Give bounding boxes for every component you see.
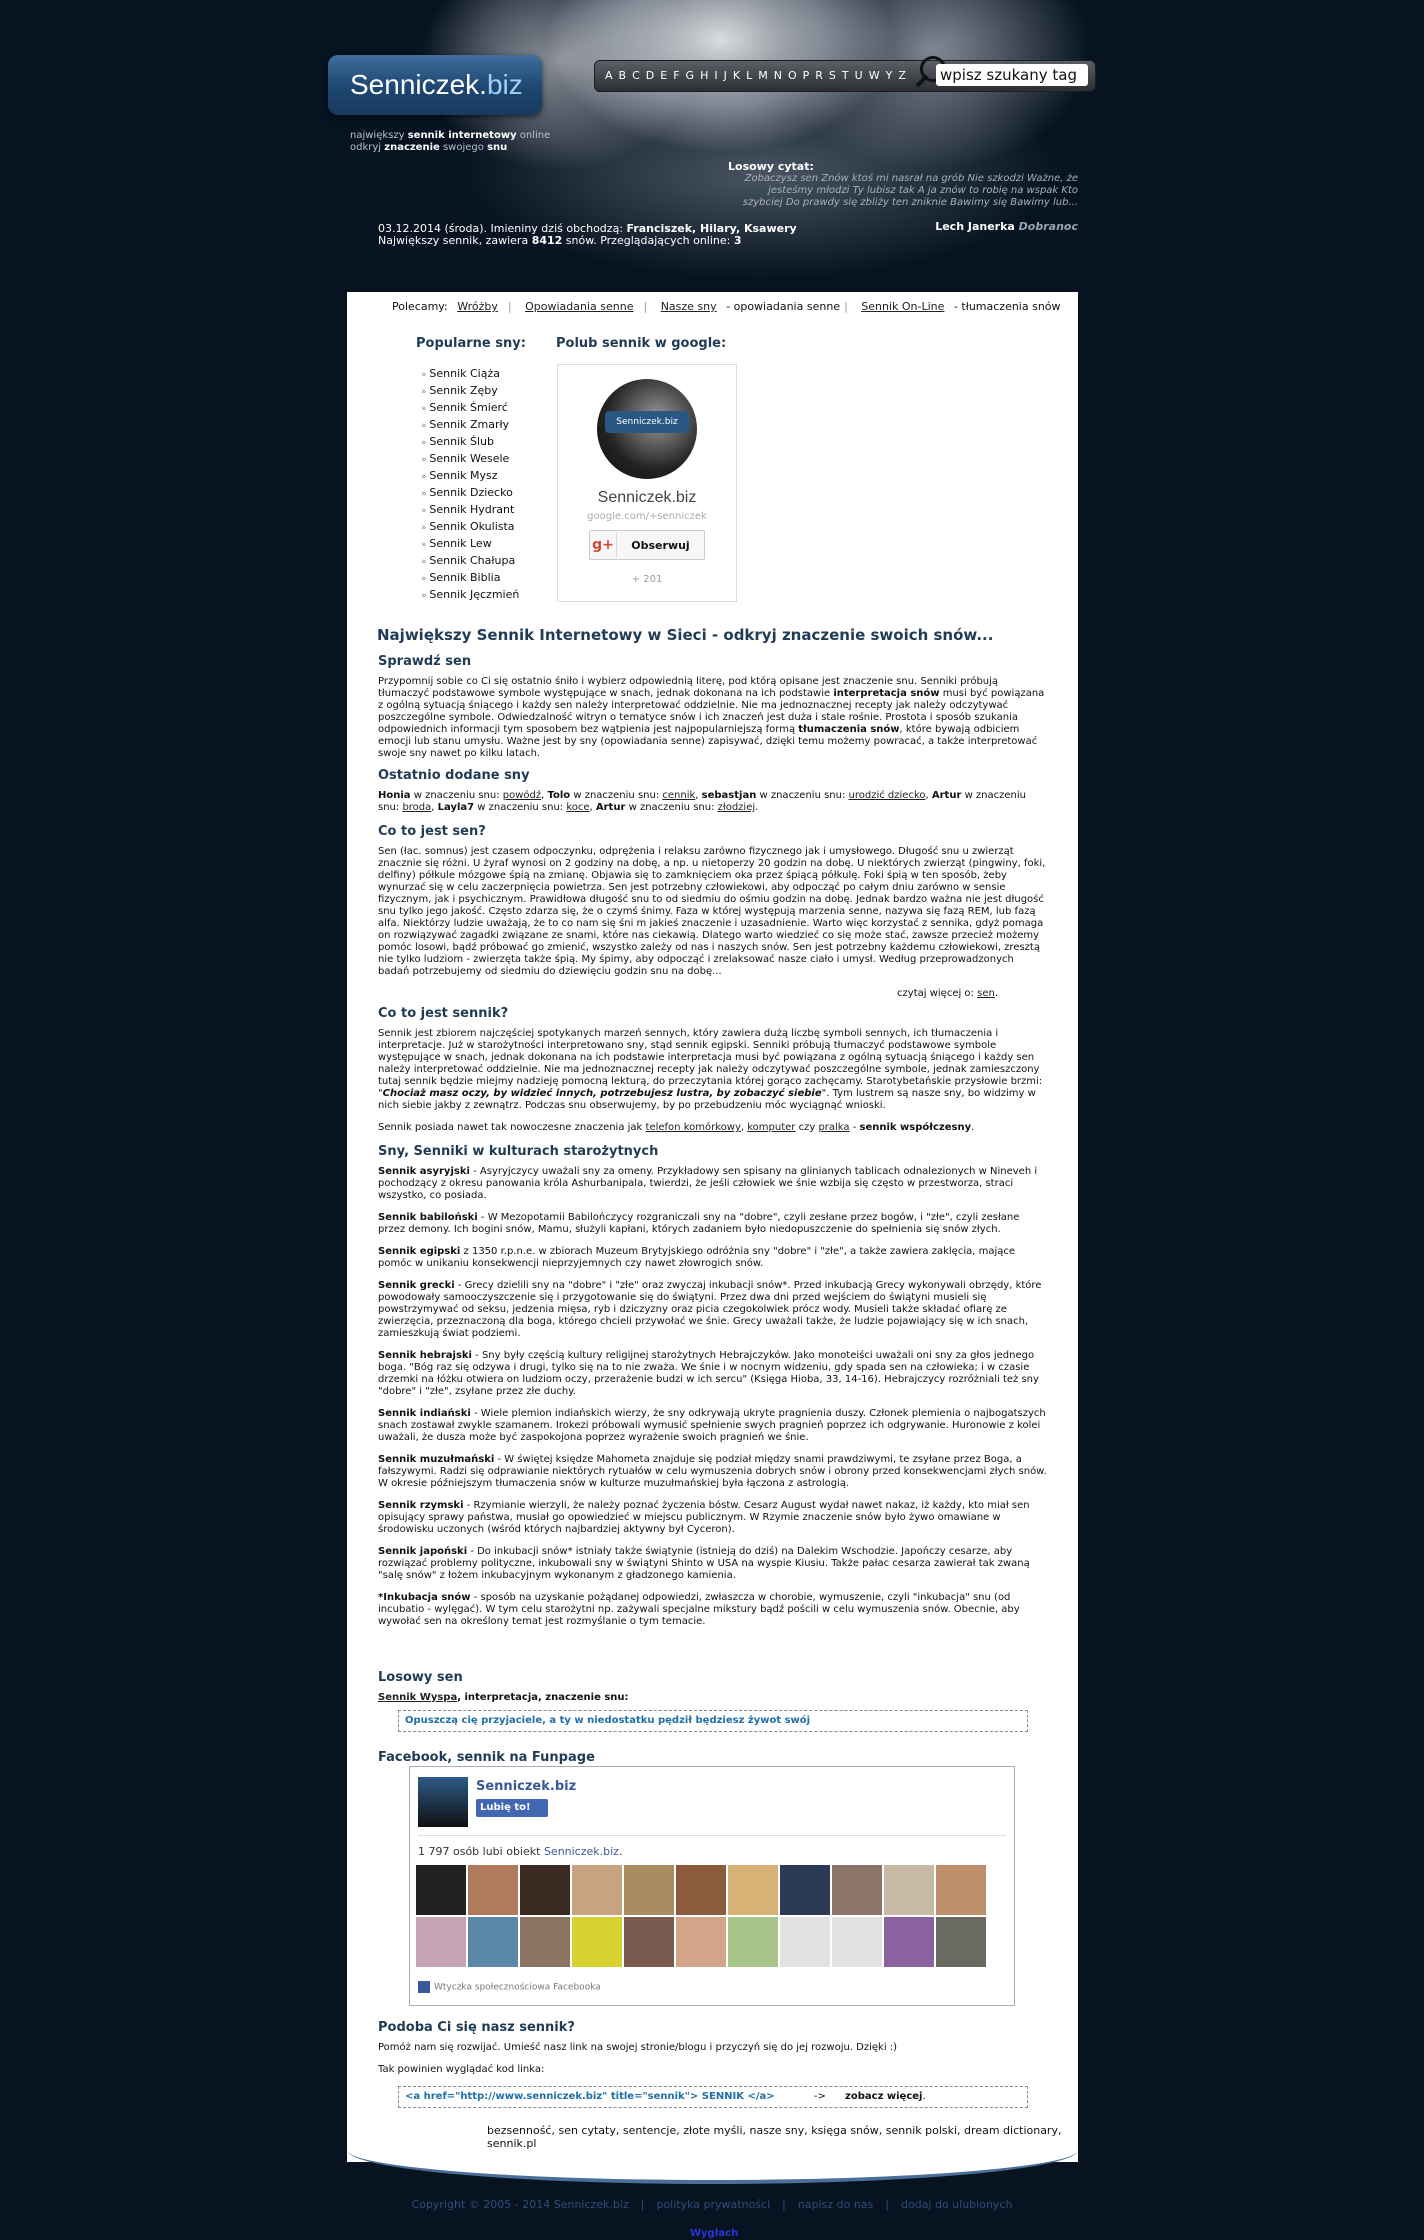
- readmore-link[interactable]: sen: [977, 988, 995, 999]
- link-sennik-online[interactable]: Sennik On-Line: [861, 300, 945, 313]
- google-count: + 201: [631, 574, 663, 585]
- recent-user: sebastjan: [701, 790, 757, 801]
- google-card: [557, 364, 737, 602]
- fb-fan-avatar[interactable]: [832, 1917, 882, 1967]
- letter-f[interactable]: F: [673, 69, 681, 82]
- recent-user: Layla7: [437, 802, 475, 813]
- link-wrozby[interactable]: Wróżby: [457, 300, 498, 313]
- popular-item[interactable]: » Sennik Okulista: [421, 519, 519, 536]
- link-opowiadania[interactable]: Opowiadania senne: [525, 300, 634, 313]
- content-panel: [347, 292, 1078, 2162]
- letter-j[interactable]: J: [723, 69, 728, 82]
- culture-item: Sennik rzymski - Rzymianie wierzyli, że należy poznać życzenia bóstw. Cesarz August wydał nawet nakaz, iż każdy, kto miał sen opisujący sprawy państwa, musiał go opowiedzieć w miejscu publicznym. W Rzymie znaczenie snów było żywo omawiane w środowisku uczonych (wśród których najbardziej aktywny był Cyceron).: [378, 1500, 1030, 1535]
- letter-e[interactable]: E: [660, 69, 669, 82]
- culture-item: Sennik egipski z 1350 r.p.n.e. w zbiorach Muzeum Brytyjskiego odróżnia sny "dobre" i "złe", a także zawiera zaklęcia, mające pomóc w unikaniu konsekwencji nieprzyjemnych czy nawet złowrogich snów.: [378, 1246, 1016, 1269]
- fb-fan-avatar[interactable]: [884, 1865, 934, 1915]
- google-title: Polub sennik w google:: [556, 336, 727, 351]
- main-title: Największy Sennik Internetowy w Sieci - odkryj znaczenie swoich snów...: [377, 626, 994, 644]
- link-komputer[interactable]: komputer: [747, 1122, 796, 1133]
- popular-item[interactable]: » Sennik Chałupa: [421, 553, 519, 570]
- letter-c[interactable]: C: [632, 69, 641, 82]
- fb-fan-avatar[interactable]: [624, 1865, 674, 1915]
- culture-item: Sennik asyryjski - Asyryjczycy uważali sny za omeny. Przykładowy sen spisany na glinianych tablicach odnalezionych w Nineveh i pochodzący z okresu panowania króla Ashurbanipala, twierdzi, że jeśli człowiek we śnie wzbija się często w przestworza, straci wszystko, co posiada.: [378, 1166, 1038, 1201]
- recent-dream-link[interactable]: urodzić dziecko: [848, 790, 926, 801]
- popular-item[interactable]: » Sennik Dziecko: [421, 485, 519, 502]
- popular-item[interactable]: » Sennik Zęby: [421, 383, 519, 400]
- footer-link[interactable]: dodaj do ulubionych: [900, 2198, 1013, 2211]
- logo-main: Senniczek.: [350, 69, 487, 100]
- logo-tld: biz: [486, 69, 523, 100]
- fb-fan-avatar[interactable]: [936, 1865, 986, 1915]
- letter-k[interactable]: K: [732, 69, 742, 82]
- fb-fan-avatar[interactable]: [728, 1865, 778, 1915]
- facebook-widget: [409, 1766, 1015, 2006]
- recent-dream-link[interactable]: koce: [566, 802, 590, 813]
- recent-dream-link[interactable]: cennik: [662, 790, 696, 801]
- popular-item[interactable]: » Sennik Mysz: [421, 468, 519, 485]
- fb-page-name[interactable]: Senniczek.biz: [476, 1779, 577, 1794]
- fb-fan-avatar[interactable]: [884, 1917, 934, 1967]
- letter-s[interactable]: S: [828, 69, 837, 82]
- stats-line: Największy sennik, zawiera 8412 snów. Przeglądających online: 3: [378, 234, 742, 247]
- tagline-2: odkryj znaczenie swojego snu: [350, 142, 508, 153]
- letter-u[interactable]: U: [854, 69, 864, 82]
- footer-link: Copyright © 2005 - 2014 Senniczek.biz: [411, 2198, 629, 2211]
- alphabet-letters: [605, 69, 912, 82]
- fb-fan-avatar[interactable]: [468, 1865, 518, 1915]
- fb-page-image[interactable]: [418, 1777, 468, 1827]
- fb-fan-avatar[interactable]: [936, 1917, 986, 1967]
- fb-fan-avatar[interactable]: [676, 1865, 726, 1915]
- fb-fan-avatar[interactable]: [832, 1865, 882, 1915]
- section-cojestsennik: Co to jest sennik? Sennik jest zbiorem najczęściej spotykanych marzeń sennych, który zawiera dużą liczbę symboli sennych, ich tłumaczenia i interpretacje. Już w starożytności interpretowano sny, stąd sennik egipski. Senniki próbują tłumaczyć podstawowe symbole występujące w snach, jednak dokonana na ich podstawie interpretacja musi być powiązana z ogólną sytuacją śniącego i każdy sen należy interpretować oddzielnie. Nie ma jednoznacznej recepty jak należy odczytywać poszczególne symbole, jednak zamieszczony tutaj sennik będzie miejmy nadzieję pomocną lekturą, do przeczytania której gorąco zachęcamy. Starotybetańskie przysłowie brzmi: "Chociaż masz oczy, by widzieć innych, potrzebujesz lustra, by zobaczyć siebie". Tym lustrem są nasze sny, bo widzimy w nich siebie jakby z zewnątrz. Podczas snu obserwujemy, by po przebudzeniu móc wyciągnąć wnioski. Sennik posiada nawet tak nowoczesne znaczenia jak telefon komórkowy, komputer czy pralka - sennik współczesny.: [378, 1006, 1043, 1133]
- popular-title: Popularne sny:: [416, 336, 526, 351]
- letter-h[interactable]: H: [700, 69, 710, 82]
- popular-item[interactable]: » Sennik Biblia: [421, 570, 519, 587]
- fb-divider: [418, 1835, 1006, 1836]
- letter-n[interactable]: N: [773, 69, 783, 82]
- fb-fans-text: 1 797 osób lubi obiekt Senniczek.biz.: [418, 1845, 623, 1858]
- link-telefon[interactable]: telefon komórkowy: [645, 1122, 741, 1133]
- fb-like-button[interactable]: Lubię to!: [476, 1799, 548, 1817]
- section-ostatnio: Ostatnio dodane sny Honia w znaczeniu snu: powódź, Tolo w znaczeniu snu: cennik, sebastjan w znaczeniu snu: urodzić dziecko, Artur w znaczeniu snu: broda, Layla7 w znaczeniu snu: koce, Artur w znaczeniu snu: złodziej.: [378, 768, 1026, 813]
- letter-r[interactable]: R: [815, 69, 824, 82]
- footer-link[interactable]: napisz do nas: [797, 2198, 874, 2211]
- google-url: google.com/+senniczek: [587, 511, 707, 522]
- section-losowy: Losowy sen Sennik Wyspa, interpretacja, znaczenie snu: Opuszczą cię przyjaciele, a ty w niedostatku pędził będziesz żywot swój: [378, 1672, 1048, 1732]
- fb-faces: [416, 1865, 1006, 1967]
- letter-b[interactable]: B: [618, 69, 628, 82]
- fb-plugin-label[interactable]: Wtyczka społecznościowa Facebooka: [418, 1981, 601, 1993]
- culture-item: Sennik japoński - Do inkubacji snów* istniały także świątynie (istnieją do dziś) na Dalekim Wschodzie. Japończy cesarze, aby rozwiązać problemy polityczne, inkubowali sny w świątyni Shinto w USA na wyspie Kiusiu. Także pałac cesarza zawierał tak zwaną "salę snów" z łożem inkubacyjnym wykonanym z gładzonego kamienia.: [378, 1546, 1030, 1581]
- link-code-box[interactable]: <a href="http://www.senniczek.biz" title="sennik"> SENNIK </a> -> zobacz więcej.: [398, 2086, 1028, 2108]
- google-avatar: Senniczek.biz: [597, 379, 697, 479]
- culture-item: Sennik babiloński - W Mezopotamii Babilończycy rozgraniczali sny na "dobre", czyli zesłane przez bogów, i "złe", czyli zesłane przez demony. Ich bogini snów, Mamu, służyli kapłani, których zadaniem było niedopuszczenie do spełnienia się snów złych.: [378, 1212, 1020, 1235]
- fb-fan-avatar[interactable]: [572, 1865, 622, 1915]
- popular-item[interactable]: » Sennik Jęczmień: [421, 587, 519, 604]
- popular-item[interactable]: » Sennik Lew: [421, 536, 519, 553]
- recent-user: Honia: [378, 790, 411, 801]
- popular-item[interactable]: » Sennik Wesele: [421, 451, 519, 468]
- link-pralka[interactable]: pralka: [818, 1122, 850, 1133]
- popular-item[interactable]: » Sennik Ślub: [421, 434, 519, 451]
- random-dream-link[interactable]: Sennik Wyspa: [378, 1692, 458, 1703]
- letter-t[interactable]: T: [841, 69, 850, 82]
- popular-item[interactable]: » Sennik Hydrant: [421, 502, 519, 519]
- letter-m[interactable]: M: [758, 69, 769, 82]
- letter-i[interactable]: I: [714, 69, 719, 82]
- popular-item[interactable]: » Sennik Zmarły: [421, 417, 519, 434]
- recent-user: Tolo: [547, 790, 571, 801]
- fb-fan-avatar[interactable]: [780, 1865, 830, 1915]
- fb-fan-avatar[interactable]: [728, 1917, 778, 1967]
- content-bottom-wave: [347, 2150, 1078, 2184]
- culture-item: Sennik indiański - Wiele plemion indiańskich wierzy, że sny odkrywają ukryte pragnienia duszy. Członek plemienia o najbogatszych snach zostawał zwykle szamanem. Irokezi próbowali wymusić spełnienie swych pragnień poprzez ich odgrywanie. Huronowie z kolei uważali, że dusza może być zaspokojona poprzez wyrażenie swoich pragnień we śnie.: [378, 1408, 1046, 1443]
- fb-fan-avatar[interactable]: [468, 1917, 518, 1967]
- recent-dream-link[interactable]: powódź: [502, 790, 542, 801]
- footer-link[interactable]: polityka prywatności: [656, 2198, 771, 2211]
- letter-o[interactable]: O: [787, 69, 798, 82]
- facebook-icon: [418, 1981, 430, 1993]
- quote-text: Zobaczysz sen Znów ktoś mi nasrał na grób Nie szkodzi Ważne, że jesteśmy młodzi Ty lubisz tak A ja znów to robię na wspak Kto szybciej Do prawdy się zbliży ten zniknie Bawimy się Bawimy lub...: [742, 173, 1078, 208]
- fb-fan-avatar[interactable]: [416, 1917, 466, 1967]
- letter-z[interactable]: Z: [898, 69, 907, 82]
- section-kultury: Sny, Senniki w kulturach starożytnych Sennik asyryjski - Asyryjczycy uważali sny za omeny. Przykładowy sen spisany na glinianych tablicach odnalezionych w Nineveh i pochodzący z okresu panowania króla Ashurbanipala, twierdzi, że jeśli człowiek we śnie wzbija się często w przestworza, straci wszystko, co posiada. Sennik babiloński - W Mezopotamii Babilończycy rozgraniczali sny na "dobre", czyli zesłane przez bogów, i "złe", czyli zesłane przez demony. Ich bogini snów, Mamu, służyli kapłani, których zadaniem było niedopuszczenie do spełnienia się snów złych. Sennik egipski z 1350 r.p.n.e. w zbiorach Muzeum Brytyjskiego odróżnia sny "dobre" i "złe", a także zawiera zaklęcia, mające pomóc w unikaniu konsekwencji nieprzyjemnych czy nawet złowrogich snów. Sennik grecki - Grecy dzielili sny na "dobre" i "złe" oraz zwyczaj inkubacji snów*. Przed inkubacją Grecy wykonywali obrzędy, które powodowały samooczyszczenie się i przygotowanie się do świątyni. Przez dwa dni przed wejściem do świątyni musieli się powstrzymywać od seksu, jedzenia mięsa, ryb i dziczyzny oraz picia czegokolwiek prócz wody. Musieli także składać ofiarę ze zwierzęcia, przeznaczoną dla boga, którego chcieli przywołać we śnie. Grecy uważali także, że ludzie pojawiający się w ich snach, zamieszkują świat podziemi. Sennik hebrajski - Sny były częścią kultury religijnej starożytnych Hebrajczyków. Jako monoteiści uważali oni sny za głos jednego boga. "Bóg raz się odzywa i drugi, tylko się na to nie zważa. We śnie i w nocnym widzeniu, gdy spada sen na człowieka; i w czasie drzemki na łóżku otwiera on ludziom oczy, przerażenie budzi w ich sercu" (Księga Hioba, 33, 14-16). Hebrajczycy rozróżniali też sny "dobre" i "złe", zsyłane przez złe duchy. Sennik indiański - Wiele plemion indiańskich wierzy, że sny odkrywają ukryte pragnienia duszy. Członek plemienia o najbogatszych snach zostawał zwykle szamanem. Irokezi próbowali wymusić spełnienie swych pragnień poprzez ich odgrywanie. Huronowie z kolei uważali, że dusza może być zaspokojona poprzez wyrażenie swoich pragnień we śnie. Sennik muzułmański - W świętej księdze Mahometa znajduje się podział między snami prawdziwymi, te zsyłane przez Boga, a fałszywymi. Radzi się odprawianie niektórych rytuałów w celu wymuszenia dobrych snów i obrony przed konsekwencjami złych snów. W okresie późniejszym tłumaczenia snów w kulturze muzułmańskiej była łączona z astrologią. Sennik rzymski - Rzymianie wierzyli, że należy poznać życzenia bóstw. Cesarz August wydał nawet nakaz, iż każdy, kto miał sen opisujący sprawy państwa, musiał go opowiedzieć w miejscu publicznym. W Rzymie znaczenie snów było żywo omawiane w środowisku uczonych (wśród których najbardziej aktywny był Cyceron). Sennik japoński - Do inkubacji snów* istniały także świątynie (istnieją do dziś) na Dalekim Wschodzie. Japończy cesarze, aby rozwiązać problemy polityczne, inkubowali sny w świątyni Shinto w USA na wyspie Kiusiu. Także pałac cesarza zawierał tak zwaną "salę snów" z łożem inkubacyjnym wykonanym z gładzonego kamienia. *Inkubacja snów - sposób na uzyskanie pożądanej odpowiedzi, zwłaszcza w chorobie, wymuszenie, czyli "inkubacja" snu (od incubatio - wylęgać). W tym celu starożytni np. zażywali specjalne mikstury bądź pościli w celu wymuszenia snów. Obecnie, aby wywołać sen na określony temat jest rozmyślanie o tym temacie.: [378, 1144, 1047, 1627]
- random-dream-box: Opuszczą cię przyjaciele, a ty w niedostatku pędził będziesz żywot swój: [398, 1710, 1028, 1732]
- follow-button[interactable]: g+ Obserwuj: [589, 530, 705, 560]
- letter-y[interactable]: Y: [885, 69, 894, 82]
- letter-a[interactable]: A: [605, 69, 614, 82]
- google-name[interactable]: Senniczek.biz: [597, 489, 697, 506]
- fb-fan-avatar[interactable]: [780, 1917, 830, 1967]
- culture-item: Sennik muzułmański - W świętej księdze Mahometa znajduje się podział między snami prawdziwymi, te zsyłane przez Boga, a fałszywymi. Radzi się odprawianie niektórych rytuałów w celu wymuszenia dobrych snów i obrony przed konsekwencjami złych snów. W okresie późniejszym tłumaczenia snów w kulturze muzułmańskiej była łączona z astrologią.: [378, 1454, 1047, 1489]
- footer-counter[interactable]: Wygłach: [690, 2228, 739, 2239]
- letter-l[interactable]: L: [746, 69, 754, 82]
- section-cojestsen: Co to jest sen? Sen (łac. somnus) jest czasem odpoczynku, odprężenia i relaksu zarówno fizycznego jak i umysłowego. Długość snu u zwierząt znacznie się różni. U żyraf wynosi on 2 godziny na dobę, a np. u nietoperzy 20 godzin na dobę. U niektórych zwierząt (pingwiny, foki, delfiny) półkule mózgowe śpią na zmianę. Objawia się to zamknięciem oka przez śpiącą półkulę. Foki śpią w ten sposób, żeby wynurzać się w celu zaczerpnięcia powietrza. Sen jest potrzebny człowiekowi, aby odpocząć po całym dniu zarówno w sensie fizycznym, jak i psychicznym. Prawidłowa długość snu to od siedmiu do ośmiu godzin na dobę. Jednak bardzo ważna nie jest długość snu tylko jego jakość. Często zdarza się, że o czymś śnimy. Faza w której występują marzenia senne, nazywa się fazą REM, lub fazą alfa. Niektórzy ludzie uważają, że to co nam się śni m jakieś znaczenie i uzasadnienie. Warto więc korzystać z sennika, gdyż pomaga on rozwiązywać zagadki związane ze snami, które nas ciekawią. Dlatego warto wiedzieć co się może stać, zawsze przecież możemy pomóc losowi, bądź próbować go zmienić, wszystko zależy od nas i naszych snów. Sen jest potrzebny każdemu człowiekowi, zresztą nie tylko ludziom - zwierzęta także śpią. My śpimy, aby odpocząć i zrelaksować nasze ciało i umysł. Według przeprowadzonych badań potrzebujemy od siedmiu do dziewięciu godzin snu na dobę... czytaj więcej o: sen.: [378, 824, 1046, 999]
- letter-p[interactable]: P: [802, 69, 811, 82]
- quote-title: Losowy cytat:: [728, 160, 814, 173]
- site-logo[interactable]: [328, 55, 542, 115]
- gplus-icon: g+: [590, 532, 617, 558]
- culture-item: Sennik grecki - Grecy dzielili sny na "dobre" i "złe" oraz zwyczaj inkubacji snów*. Przed inkubacją Grecy wykonywali obrzędy, które powodowały samooczyszczenie się i przygotowanie się do świątyni. Przez dwa dni przed wejściem do świątyni musieli się powstrzymywać od seksu, jedzenia mięsa, ryb i dziczyzny oraz picia czegokolwiek prócz wody. Musieli także składać ofiarę ze zwierzęcia, przeznaczoną dla boga, którego chcieli przywołać we śnie. Grecy uważali także, że ludzie pojawiający się w ich snach, zamieszkują świat podziemi.: [378, 1280, 1042, 1339]
- popular-item[interactable]: » Sennik Śmierć: [421, 400, 519, 417]
- footer-links: Copyright © 2005 - 2014 Senniczek.biz | polityka prywatności | napisz do nas | dodaj do ulubionych: [411, 2198, 1013, 2211]
- section-sprawdz: Sprawdź sen Przypomnij sobie co Ci się ostatnio śniło i wybierz odpowiednią literę, pod którą opisane jest znaczenie snu. Senniki próbują tłumaczyć podstawowe symbole występujące w snach, jednak dokonana na ich podstawie interpretacja snów musi być powiązana z ogólną sytuacją śniącego i każdy sen należy interpretować oddzielnie. Nie ma jednoznacznej recepty jak należy odczytywać poszczególne symbole. Odwiedzalność witryn o tematyce snów i ich znaczeń jest duża i stale rośnie. Prostota i sposób szukania odpowiednich informacji tym sposobem bez wątpienia jest najpopularniejszą formą tłumaczenia snów, które bywają odbiciem emocji lub stanu umysłu. Ważne jest by sny (opowiadania senne) zapisywać, dzięki temu możemy powracać, a także interpretować swoje sny nawet po kilku latach.: [378, 654, 1045, 759]
- culture-item: Sennik hebrajski - Sny były częścią kultury religijnej starożytnych Hebrajczyków. Jako monoteiści uważali oni sny za głos jednego boga. "Bóg raz się odzywa i drugi, tylko się na to nie zważa. We śnie i w nocnym widzeniu, gdy spada sen na człowieka; i w czasie drzemki na łóżku otwiera on ludziom oczy, przerażenie budzi w ich sercu" (Księga Hioba, 33, 14-16). Hebrajczycy rozróżniali też sny "dobre" i "złe", zsyłane przez złe duchy.: [378, 1350, 1039, 1397]
- letter-g[interactable]: G: [685, 69, 696, 82]
- fb-fan-avatar[interactable]: [520, 1917, 570, 1967]
- quote-author: Lech Janerka Dobranoc: [935, 220, 1078, 233]
- fb-fan-avatar[interactable]: [520, 1865, 570, 1915]
- tags-line: bezsenność, sen cytaty, sentencje, złote myśli, nasze sny, księga snów, sennik polski, dream dictionary, sennik.pl: [487, 2124, 1062, 2150]
- recommended-bar: Polecamy: Wróżby | Opowiadania senne | Nasze sny - opowiadania senne | Sennik On-Line - tłumaczenia snów: [392, 300, 1061, 313]
- page-header: [0, 0, 1424, 292]
- section-facebook: Facebook, sennik na Funpage: [378, 1750, 595, 1765]
- letter-d[interactable]: D: [645, 69, 656, 82]
- popular-list: [421, 366, 519, 604]
- recent-user: Artur: [595, 802, 626, 813]
- fb-fan-avatar[interactable]: [416, 1865, 466, 1915]
- recent-dream-link[interactable]: broda: [402, 802, 432, 813]
- date-line: 03.12.2014 (środa). Imieniny dziś obchodzą: Franciszek, Hilary, Ksawery: [378, 222, 797, 235]
- fb-fan-avatar[interactable]: [676, 1917, 726, 1967]
- recent-dream-link[interactable]: złodziej: [717, 802, 756, 813]
- letter-w[interactable]: W: [868, 69, 881, 82]
- fb-fan-avatar[interactable]: [572, 1917, 622, 1967]
- fb-fan-avatar[interactable]: [624, 1917, 674, 1967]
- section-podoba: Podoba Ci się nasz sennik? Pomóż nam się rozwijać. Umieść nasz link na swojej stronie/blogu i przyczyń się do jej rozwoju. Dzięki :) Tak powinien wyglądać kod linka: <a href="http://www.senniczek.biz" title="sennik"> SENNIK </a> -> zobacz więcej.: [378, 2022, 1048, 2108]
- link-nasze-sny[interactable]: Nasze sny: [660, 300, 717, 313]
- recent-user: Artur: [931, 790, 962, 801]
- search-input[interactable]: [936, 64, 1088, 86]
- tagline-1: największy sennik internetowy online: [350, 130, 551, 141]
- popular-item[interactable]: » Sennik Ciąża: [421, 366, 519, 383]
